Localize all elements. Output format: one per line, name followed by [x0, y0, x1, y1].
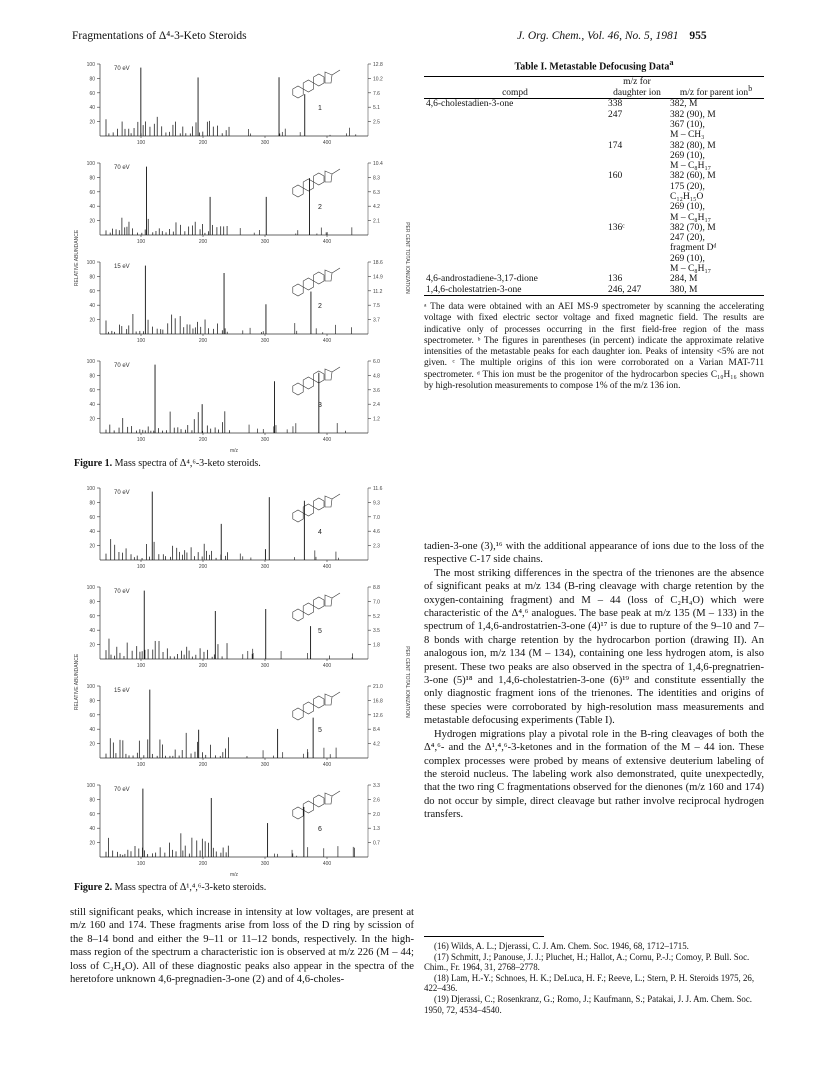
cell-compd: [424, 120, 606, 130]
x-tick-label: 100: [136, 437, 146, 443]
cell-parent: 247 (20),: [670, 233, 705, 244]
ring-d-shape: [325, 793, 332, 804]
ring-shape: [303, 278, 313, 290]
x-axis-label: m/z: [229, 872, 239, 878]
right-tick-label: 12.8: [373, 62, 383, 68]
paragraph: still significant peaks, which increase in intensity at low voltages, are present at m/z 160 and 174. These fragments arise from loss of the D ring by scission of the 8–14 bond and either the 9–11 or 11–12 bonds, respectively. In the high-mass region of the spectrum a characteristic ion is observed at m/z 226 (M – 44; loss of C₂H₄O). All of these diagnostic peaks also appear in the spectra of the heretofore unknown 4,6-pregnadien-3-one (2) and of 4,6-choles-: [70, 907, 414, 986]
figure-1-spectra: [70, 58, 414, 454]
x-tick-label: 300: [260, 140, 270, 146]
ring-shape: [314, 272, 324, 284]
x-tick-label: 400: [322, 861, 332, 867]
x-tick-label: 100: [136, 663, 146, 669]
cell-parent: 382 (80), M: [670, 140, 716, 151]
energy-label: 70 eV: [114, 589, 130, 595]
right-tick-label: 7.6: [373, 90, 380, 97]
x-tick-label: 400: [322, 663, 332, 669]
cell-daughter: 338: [608, 99, 623, 110]
ring-d-shape: [325, 369, 332, 380]
cell-parent: 269 (10),: [670, 150, 705, 161]
side-chain: [332, 791, 340, 796]
cell-parent: M – C₈H₁₇: [670, 212, 712, 223]
col-parent-sup: b: [748, 83, 753, 93]
ring-shape: [303, 603, 313, 615]
right-tick-label: 18.6: [373, 260, 383, 266]
y-tick-label: 80: [89, 698, 95, 705]
cell-parent: C₁₂H₁₅O: [670, 192, 704, 202]
right-tick-label: 3.7: [373, 317, 380, 324]
right-tick-label: 1.2: [373, 416, 380, 423]
reference-list: [424, 941, 764, 1015]
table-row: [424, 110, 764, 120]
y-tick-label: 40: [89, 303, 95, 310]
right-tick-label: 5.1: [373, 105, 380, 112]
paragraph: The most striking differences in the spectra of the trienones are the absence of significant peaks at m/z 134 (B-ring cleavage with charge retention by the oxygen-containing fragment) and M – 44 (loss of C₂H₄O) which were characteristic of the Δ⁴,⁶ analogues. The base peak at m/z 135 (M – 133) in the spectrum of 1,4,6-androstatrien-3-one (4)¹⁷ is due to rupture of the 9–10 and 7–8 bonds with charge retention by the hydrocarbon portion (drawing II). An analogous ion, m/z 134 (M – 134), containing one less hydrogen atom, is also present. These two peaks are also observed in the spectra of 1,4,6-pregnatrien-3-one (5)¹⁸ and 1,4,6-cholestatrien-3-one (6)¹⁹ and constitute essentially the only diagnostic fragment ions of the trienones. The identities and origins of these species were corroborated by high-resolution mass measurements and metastable defocusing experiments (Table I).: [424, 567, 764, 727]
right-tick-label: 2.6: [373, 797, 380, 804]
col-compd: compd: [502, 87, 528, 98]
references: [424, 936, 764, 1015]
cell-compd: [424, 192, 606, 202]
y-tick-label: 60: [89, 514, 95, 521]
figure-2-caption-text: Mass spectra of Δ¹,⁴,⁶-3-keto steroids.: [114, 882, 267, 893]
right-tick-label: 8.3: [373, 175, 380, 182]
right-tick-label: 11.6: [373, 486, 383, 492]
x-tick-label: 300: [260, 338, 270, 344]
journal-ref: J. Org. Chem., Vol. 46, No. 5, 1981: [517, 30, 679, 42]
y-tick-label: 100: [86, 585, 95, 591]
cell-parent: 284, M: [670, 274, 698, 285]
x-tick-label: 400: [322, 140, 332, 146]
table-row: [424, 171, 764, 181]
ring-shape: [314, 173, 324, 185]
ring-d-shape: [325, 171, 332, 182]
cell-daughter: [606, 192, 668, 202]
y-tick-label: 40: [89, 727, 95, 734]
y-tick-label: 60: [89, 90, 95, 97]
x-tick-label: 300: [260, 564, 270, 570]
x-tick-label: 100: [136, 564, 146, 570]
x-axis-label: m/z: [229, 448, 239, 454]
table-row: [424, 151, 764, 161]
right-tick-label: 2.4: [373, 402, 380, 409]
cell-compd: [424, 161, 606, 171]
cell-parent: 382 (90), M: [670, 109, 716, 120]
y-axis-label: RELATIVE ABUNDANCE: [74, 229, 80, 287]
energy-label: 15 eV: [114, 264, 130, 270]
cell-daughter: [606, 264, 668, 274]
ring-d-shape: [325, 270, 332, 281]
cell-compd: [424, 130, 606, 140]
right-tick-label: 4.2: [373, 204, 380, 211]
side-chain: [332, 70, 340, 75]
y-tick-label: 100: [86, 161, 95, 167]
y-tick-label: 80: [89, 175, 95, 182]
compound-number: 5: [318, 628, 322, 635]
cell-compd: [424, 233, 606, 243]
cell-parent: M – CH₃: [670, 130, 705, 141]
x-tick-label: 400: [322, 564, 332, 570]
table-footnote: ᵃ The data were obtained with an AEI MS-9 spectrometer by scanning the accelerating voltage with fixed electric sector voltage and fixed magnetic field. The results are indicative only of processes occurring in the first field-free region of the mass spectrometer. ᵇ The figures in parentheses (in percent) indicate the approximate relative intensities of the metastable peaks for each daughter ion. Peaks of intensity <5% are not given. ᶜ The multiple origins of this ion were corroborated on a Varian MAT-711 spectrometer. ᵈ This ion must be the progenitor of the hydrocarbon species C₁₀H₁₆ shown by high-resolution measurements to compose 1% of the m/z 136 ion.: [424, 301, 764, 392]
x-tick-label: 100: [136, 140, 146, 146]
side-chain: [332, 367, 340, 372]
right-axis-label: PER CENT TOTAL IONIZATION: [404, 222, 410, 294]
compound-number: 1: [318, 105, 322, 112]
x-tick-label: 200: [198, 338, 208, 344]
x-tick-label: 200: [198, 437, 208, 443]
ring-shape: [303, 801, 313, 813]
cell-compd: [424, 202, 606, 212]
y-tick-label: 100: [86, 62, 95, 68]
table-header-row: [424, 77, 764, 99]
table-row: [424, 120, 764, 130]
y-tick-label: 20: [89, 218, 95, 225]
compound-number: 3: [318, 402, 322, 409]
right-tick-label: 6.3: [373, 189, 380, 196]
side-chain: [332, 692, 340, 697]
x-tick-label: 300: [260, 861, 270, 867]
cell-compd: [424, 223, 606, 233]
y-tick-label: 60: [89, 387, 95, 394]
y-tick-label: 80: [89, 599, 95, 606]
y-tick-label: 40: [89, 105, 95, 112]
ring-d-shape: [325, 595, 332, 606]
y-tick-label: 20: [89, 741, 95, 748]
energy-label: 70 eV: [114, 490, 130, 496]
cell-parent: fragment Dᵈ: [670, 243, 717, 254]
paragraph: tadien-3-one (3),¹⁶ with the additional appearance of ions due to the loss of the respective C-17 side chains.: [424, 541, 764, 566]
table-row: [424, 233, 764, 243]
right-tick-label: 7.5: [373, 303, 380, 310]
y-tick-label: 60: [89, 811, 95, 818]
right-tick-label: 14.9: [373, 274, 383, 281]
ring-d-shape: [325, 496, 332, 507]
ring-shape: [293, 284, 303, 296]
cell-daughter: [606, 182, 668, 192]
y-tick-label: 20: [89, 416, 95, 423]
x-tick-label: 200: [198, 239, 208, 245]
y-tick-label: 40: [89, 826, 95, 833]
side-chain: [332, 169, 340, 174]
right-tick-label: 3.6: [373, 387, 380, 394]
side-chain: [332, 268, 340, 273]
left-body-text: [70, 906, 414, 986]
y-tick-label: 80: [89, 797, 95, 804]
right-tick-label: 10.4: [373, 161, 383, 167]
cell-parent: 269 (10),: [670, 202, 705, 213]
table-title-text: Metastable Defocusing Data: [549, 61, 670, 73]
y-tick-label: 20: [89, 642, 95, 649]
ring-shape: [314, 795, 324, 807]
cell-compd: [424, 213, 606, 223]
right-tick-label: 3.3: [373, 783, 380, 789]
table-1: [424, 58, 764, 392]
right-axis-label: PER CENT TOTAL IONIZATION: [404, 646, 410, 718]
right-tick-label: 2.1: [373, 218, 380, 225]
right-tick-label: 6.0: [373, 359, 380, 365]
x-tick-label: 400: [322, 437, 332, 443]
x-tick-label: 300: [260, 663, 270, 669]
table-title-sup: a: [669, 58, 674, 67]
x-tick-label: 200: [198, 663, 208, 669]
energy-label: 15 eV: [114, 688, 130, 694]
y-tick-label: 20: [89, 543, 95, 550]
cell-parent: M – C₈H₁₇: [670, 161, 712, 172]
energy-label: 70 eV: [114, 66, 130, 72]
ring-shape: [293, 609, 303, 621]
y-tick-label: 80: [89, 76, 95, 83]
x-tick-label: 400: [322, 338, 332, 344]
ring-shape: [293, 383, 303, 395]
y-tick-label: 20: [89, 119, 95, 126]
cell-compd: [424, 151, 606, 161]
right-body-text: [424, 540, 764, 822]
y-axis-label: RELATIVE ABUNDANCE: [74, 653, 80, 711]
y-tick-label: 100: [86, 783, 95, 789]
cell-parent: 269 (10),: [670, 253, 705, 264]
compound-number: 6: [318, 826, 322, 833]
cell-parent: 175 (20),: [670, 181, 705, 192]
compound-number: 2: [318, 303, 322, 310]
journal-citation: [517, 30, 707, 42]
col-daughter: m/z for daughter ion: [613, 77, 661, 98]
table-row: [424, 99, 764, 110]
cell-parent: 382 (70), M: [670, 222, 716, 233]
x-tick-label: 300: [260, 762, 270, 768]
table-row: [424, 213, 764, 223]
ring-shape: [314, 696, 324, 708]
cell-daughter: [606, 243, 668, 253]
cell-daughter: 247: [608, 109, 623, 120]
cell-daughter: [606, 151, 668, 161]
right-tick-label: 3.5: [373, 628, 380, 635]
table-row: [424, 264, 764, 274]
right-tick-label: 2.5: [373, 119, 380, 126]
table-label: Table I.: [514, 61, 547, 73]
x-tick-label: 100: [136, 338, 146, 344]
y-tick-label: 80: [89, 500, 95, 507]
cell-daughter: [606, 213, 668, 223]
right-tick-label: 4.2: [373, 741, 380, 748]
right-tick-label: 0.7: [373, 840, 380, 847]
cell-compd: [424, 254, 606, 264]
right-tick-label: 10.2: [373, 76, 383, 83]
running-head: Fragmentations of Δ⁴-3-Keto Steroids: [72, 30, 247, 42]
energy-label: 70 eV: [114, 363, 130, 369]
x-tick-label: 400: [322, 239, 332, 245]
reference-item: (16) Wilds, A. L.; Djerassi, C. J. Am. Chem. Soc. 1946, 68, 1712–1715.: [434, 941, 689, 951]
table-row: [424, 243, 764, 253]
right-tick-label: 2.3: [373, 543, 380, 550]
right-tick-label: 16.8: [373, 698, 383, 705]
x-tick-label: 200: [198, 861, 208, 867]
table-row: [424, 274, 764, 284]
y-tick-label: 100: [86, 260, 95, 266]
right-tick-label: 7.0: [373, 599, 380, 606]
ring-shape: [303, 702, 313, 714]
cell-parent: 367 (10),: [670, 119, 705, 130]
cell-daughter: [606, 202, 668, 212]
paragraph: Hydrogen migrations play a pivotal role in the B-ring cleavages of both the Δ⁴,⁶- and the Δ¹,⁴,⁶-3-ketones and in the formation of the M – 44 ion. These complex processes were probed by means of extensive deuterium labeling of the steroid nucleus. The labeling work also demonstrated, quite unexpectedly, that the two ring C fragmentations observed for the dienones (m/z 160 and 174) do not occur by simple, direct cleavage but rather involve reciprocal hydrogen transfers.: [424, 728, 764, 821]
y-tick-label: 60: [89, 288, 95, 295]
ring-shape: [293, 807, 303, 819]
y-tick-label: 20: [89, 840, 95, 847]
y-tick-label: 40: [89, 628, 95, 635]
right-tick-label: 11.2: [373, 288, 383, 295]
cell-daughter: [606, 254, 668, 264]
ring-shape: [314, 74, 324, 86]
figure-2-spectra: [70, 482, 414, 878]
reference-item: (17) Schmitt, J.; Panouse, J. J.; Pluchet, H.; Hallot, A.; Cornu, P.-J.; Comoy, P. Bull. Soc. Chim., Fr. 1964, 31, 2768–2778.: [424, 951, 750, 973]
x-tick-label: 100: [136, 762, 146, 768]
cell-compd: [424, 171, 606, 181]
x-tick-label: 400: [322, 762, 332, 768]
right-tick-label: 8.8: [373, 585, 380, 591]
footnote-rule: [424, 936, 544, 937]
ring-shape: [293, 510, 303, 522]
cell-parent: 380, M: [670, 284, 698, 295]
ring-shape: [293, 708, 303, 720]
figure-2: [70, 482, 414, 878]
figure-2-caption: [74, 882, 266, 893]
cell-daughter: 160: [608, 171, 623, 182]
reference-item: (19) Djerassi, C.; Rosenkranz, G.; Romo, J.; Kaufmann, S.; Patakai, J. J. Am. Chem. Soc. 1950, 72, 4534–4540.: [424, 993, 752, 1015]
right-tick-label: 12.6: [373, 712, 383, 719]
cell-parent: 382 (60), M: [670, 171, 716, 182]
right-tick-label: 5.2: [373, 613, 380, 620]
col-parent-text: m/z for parent ion: [679, 87, 749, 98]
ring-shape: [293, 185, 303, 197]
right-tick-label: 8.4: [373, 727, 380, 734]
right-tick-label: 2.0: [373, 811, 380, 818]
figure-1-caption: [74, 458, 261, 469]
figure-1-label: Figure 1.: [74, 458, 113, 469]
cell-compd: 1,4,6-cholestatrien-3-one: [426, 284, 522, 295]
table-row: [424, 254, 764, 264]
y-tick-label: 20: [89, 317, 95, 324]
table-title: [424, 58, 764, 72]
figure-1-caption-text: Mass spectra of Δ⁴,⁶-3-keto steroids.: [114, 458, 261, 469]
right-paragraphs: [424, 540, 764, 822]
x-tick-label: 300: [260, 437, 270, 443]
ring-shape: [303, 377, 313, 389]
y-tick-label: 40: [89, 402, 95, 409]
metastable-table: [424, 76, 764, 296]
side-chain: [332, 593, 340, 598]
cell-compd: [424, 110, 606, 120]
energy-label: 70 eV: [114, 165, 130, 171]
cell-compd: [424, 141, 606, 151]
x-tick-label: 100: [136, 239, 146, 245]
ring-shape: [303, 179, 313, 191]
ring-d-shape: [325, 694, 332, 705]
table-row: [424, 161, 764, 171]
table-row: [424, 202, 764, 212]
right-tick-label: 4.8: [373, 373, 380, 380]
side-chain: [332, 494, 340, 499]
y-tick-label: 60: [89, 712, 95, 719]
cell-daughter: 136ᶜ: [608, 222, 625, 233]
x-tick-label: 200: [198, 762, 208, 768]
compound-number: 5: [318, 727, 322, 734]
y-tick-label: 80: [89, 373, 95, 380]
table-body: [424, 99, 764, 296]
x-tick-label: 200: [198, 564, 208, 570]
ring-shape: [314, 597, 324, 609]
right-tick-label: 7.0: [373, 514, 380, 521]
cell-compd: [424, 264, 606, 274]
right-tick-label: 1.3: [373, 826, 380, 833]
x-tick-label: 300: [260, 239, 270, 245]
right-tick-label: 9.3: [373, 500, 380, 507]
x-tick-label: 100: [136, 861, 146, 867]
x-tick-label: 200: [198, 140, 208, 146]
cell-daughter: 246, 247: [608, 284, 642, 295]
page-number: 955: [689, 30, 707, 42]
table-row: [424, 192, 764, 202]
table-row: [424, 141, 764, 151]
cell-compd: 4,6-androstadiene-3,17-dione: [426, 274, 538, 285]
cell-compd: [424, 182, 606, 192]
y-tick-label: 40: [89, 529, 95, 536]
cell-parent: 382, M: [670, 99, 698, 110]
compound-number: 2: [318, 204, 322, 211]
compound-number: 4: [318, 529, 322, 536]
col-parent: [668, 77, 764, 99]
table-row: [424, 223, 764, 233]
right-tick-label: 4.6: [373, 529, 380, 536]
y-tick-label: 80: [89, 274, 95, 281]
cell-parent: M – C₈H₁₇: [670, 264, 712, 275]
y-tick-label: 40: [89, 204, 95, 211]
cell-daughter: [606, 130, 668, 140]
ring-d-shape: [325, 72, 332, 83]
figure-2-label: Figure 2.: [74, 882, 113, 893]
y-tick-label: 100: [86, 486, 95, 492]
y-tick-label: 100: [86, 359, 95, 365]
cell-daughter: [606, 233, 668, 243]
table-row: [424, 285, 764, 296]
energy-label: 70 eV: [114, 787, 130, 793]
ring-shape: [303, 80, 313, 92]
cell-daughter: [606, 120, 668, 130]
cell-daughter: 136: [608, 274, 623, 285]
right-tick-label: 21.0: [373, 684, 383, 690]
ring-shape: [293, 86, 303, 98]
table-row: [424, 182, 764, 192]
y-tick-label: 60: [89, 613, 95, 620]
cell-daughter: 174: [608, 140, 623, 151]
table-row: [424, 130, 764, 140]
cell-compd: 4,6-cholestadien-3-one: [426, 99, 514, 110]
y-tick-label: 100: [86, 684, 95, 690]
cell-daughter: [606, 161, 668, 171]
right-tick-label: 1.8: [373, 642, 380, 649]
y-tick-label: 60: [89, 189, 95, 196]
figure-1: [70, 58, 414, 454]
cell-compd: [424, 243, 606, 253]
reference-item: (18) Lam, H.-Y.; Schnoes, H. K.; DeLuca, H. F.; Reeve, L.; Stern, P. H. Steroids 1975, 26, 422–436.: [424, 972, 755, 994]
ring-shape: [314, 498, 324, 510]
